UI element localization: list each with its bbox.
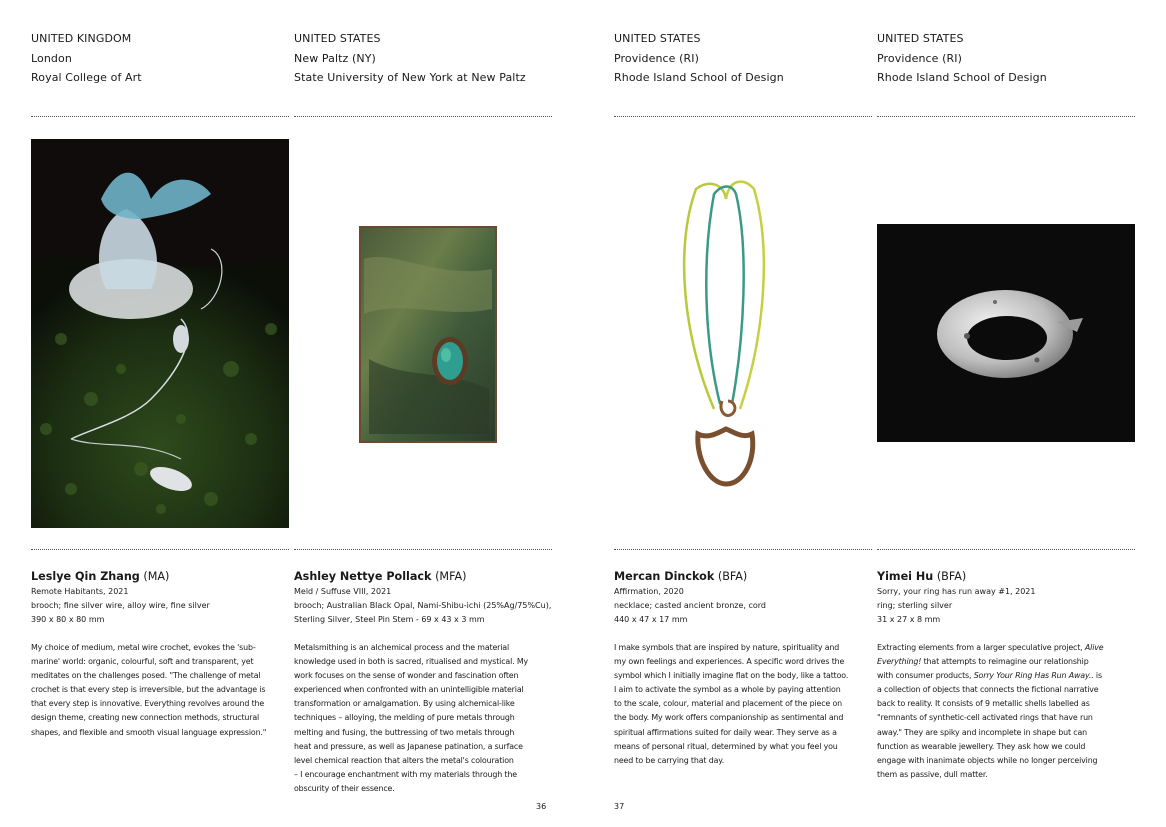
degree: (MA): [143, 570, 170, 583]
statement-line: shapes, and flexible and smooth visual language expression.": [31, 727, 267, 737]
project-title-italic: Everything!: [877, 657, 922, 667]
degree: (BFA): [936, 570, 967, 583]
statement-text: is: [1093, 671, 1102, 681]
location-block: [31, 29, 289, 88]
city: Providence (RI): [614, 51, 700, 65]
artist-name: Mercan Dinckok: [614, 570, 715, 583]
statement-line: my own feelings and experiences. A specific word drives the: [614, 657, 845, 667]
artist-statement: [294, 641, 552, 796]
statement-line: engage with inanimate objects while no longer perceiving: [877, 755, 1098, 765]
statement-line: – I encourage enchantment with my materials through the: [294, 769, 517, 779]
country: UNITED STATES: [877, 32, 964, 45]
artwork-meta: [294, 585, 552, 627]
page-number-left: 36: [536, 802, 547, 811]
statement-text: that attempts to reimagine our relationship: [921, 657, 1089, 667]
statement-line: them as passive, dull matter.: [877, 769, 988, 779]
statement-line: symbol which I initially imagine flat on the body, like a tattoo.: [614, 671, 849, 681]
work-title-italic: Sorry Your Ring Has Run Away..: [973, 671, 1094, 681]
statement-line: "remnants of synthetic-cell activated rings that have run: [877, 713, 1093, 723]
statement-line: Metalsmithing is an alchemical process and the material: [294, 643, 510, 652]
divider: [294, 549, 552, 550]
school: State University of New York at New Paltz: [294, 71, 526, 85]
artwork-materials: brooch; Australian Black Opal, Nami-Shibu-ichi (25%Ag/75%Cu),: [294, 601, 552, 610]
page-number-right: 37: [614, 802, 625, 811]
artwork-meta: [31, 585, 289, 627]
artist-name: Yimei Hu: [877, 570, 934, 583]
divider: [31, 549, 289, 550]
statement-text: Extracting elements from a larger speculative project,: [877, 643, 1085, 652]
divider: [877, 549, 1135, 550]
city: New Paltz (NY): [294, 51, 376, 65]
artist-statement: [31, 641, 289, 740]
statement-line: obscurity of their essence.: [294, 783, 395, 793]
divider: [294, 116, 552, 117]
location-block: [877, 29, 1135, 88]
statement-line: [877, 669, 1135, 683]
location-block: [294, 29, 552, 88]
statement-line: need to be carrying that day.: [614, 755, 725, 765]
statement-line: a collection of objects that connects the fictional narrative: [877, 685, 1099, 695]
statement-line: knowledge used in both is sacred, ritualised and mystical. My: [294, 657, 528, 667]
statement-line: away." They are spiky and incomplete in shape but can: [877, 727, 1087, 737]
degree: (MFA): [435, 570, 467, 583]
statement-line: back to reality. It consists of 9 metallic shells labelled as: [877, 699, 1090, 709]
city: London: [31, 51, 72, 65]
artwork-photo-bronze-necklace: [614, 139, 872, 528]
statement-line: melting and fusing, the buttressing of two metals through: [294, 727, 515, 737]
artist-line: [614, 569, 872, 584]
statement-line: marine' world: organic, colourful, soft and transparent, yet: [31, 657, 254, 667]
statement-line: the body. My work offers companionship as sentimental and: [614, 713, 844, 723]
statement-line: My choice of medium, metal wire crochet, evokes the 'sub-: [31, 643, 256, 652]
statement-line: I make symbols that are inspired by nature, spirituality and: [614, 643, 840, 652]
statement-line: heat and pressure, as well as Japanese patination, a surface: [294, 741, 523, 751]
country: UNITED STATES: [294, 32, 381, 45]
school: Royal College of Art: [31, 71, 142, 85]
artwork-materials: necklace; casted ancient bronze, cord: [614, 601, 767, 610]
artwork-dimensions: Sterling Silver, Steel Pin Stem - 69 x 43 x 3 mm: [294, 615, 485, 624]
artwork-meta: [877, 585, 1135, 627]
statement-line: experienced when confronted with an unintelligible material: [294, 685, 524, 695]
location-block: [614, 29, 872, 88]
statement-line: crochet is that every step is irreversible, but the advantage is: [31, 685, 266, 695]
artwork-meta: [614, 585, 872, 627]
statement-line: [877, 641, 1135, 655]
statement-line: to the scale, colour, material and placement of the piece on: [614, 699, 843, 709]
statement-line: level chemical reaction that alters the metal's colouration: [294, 755, 514, 765]
statement-line: techniques – alloying, the melding of pure metals through: [294, 713, 515, 723]
statement-line: spiritual affirmations suited for daily wear. They serve as a: [614, 727, 837, 737]
entry-mercan-dinckok: [614, 0, 872, 827]
artwork-photo-silver-ring: [877, 224, 1135, 442]
artist-name: Ashley Nettye Pollack: [294, 570, 432, 583]
entry-ashley-nettye-pollack: [294, 0, 552, 827]
divider: [614, 116, 872, 117]
country: UNITED KINGDOM: [31, 32, 132, 45]
artwork-materials: brooch; fine silver wire, alloy wire, fine silver: [31, 601, 210, 610]
divider: [31, 116, 289, 117]
artwork-materials: ring; sterling silver: [877, 601, 953, 610]
artwork-title: Remote Habitants, 2021: [31, 587, 129, 596]
statement-line: work focuses on the sense of wonder and fascination often: [294, 671, 519, 681]
artwork-photo-wire-crochet-brooch: [31, 139, 289, 528]
project-title-italic: Alive: [1084, 643, 1104, 652]
statement-line: I aim to activate the symbol as a whole by paying attention: [614, 685, 841, 695]
city: Providence (RI): [877, 51, 963, 65]
artwork-dimensions: 440 x 47 x 17 mm: [614, 615, 688, 624]
artwork-dimensions: 31 x 27 x 8 mm: [877, 615, 941, 624]
artist-line: [31, 569, 289, 584]
statement-line: means of personal ritual, determined by what you feel you: [614, 741, 838, 751]
statement-line: transformation or amalgamation. By using alchemical-like: [294, 699, 515, 709]
artwork-title: Sorry, your ring has run away #1, 2021: [877, 587, 1036, 596]
statement-line: that every step is innovative. Everything revolves around the: [31, 699, 265, 709]
country: UNITED STATES: [614, 32, 701, 45]
artwork-photo-opal-brooch: [294, 139, 552, 528]
divider: [877, 116, 1135, 117]
statement-line: design theme, creating new connection methods, structural: [31, 713, 260, 723]
artwork-title: Affirmation, 2020: [614, 587, 684, 596]
artist-name: Leslye Qin Zhang: [31, 570, 140, 583]
artwork-title: Meld / Suffuse VIII, 2021: [294, 587, 392, 596]
artist-line: [294, 569, 552, 584]
statement-text: with consumer products,: [877, 671, 974, 681]
entry-leslye-qin-zhang: [31, 0, 289, 827]
statement-line: meditates on the challenges posed. "The challenge of metal: [31, 671, 261, 681]
artist-statement: [877, 641, 1135, 782]
artist-line: [877, 569, 1135, 584]
artwork-dimensions: 390 x 80 x 80 mm: [31, 615, 105, 624]
entry-yimei-hu: [877, 0, 1135, 827]
divider: [614, 549, 872, 550]
school: Rhode Island School of Design: [877, 71, 1047, 85]
degree: (BFA): [717, 570, 748, 583]
school: Rhode Island School of Design: [614, 71, 784, 85]
artist-statement: [614, 641, 872, 768]
statement-line: function as wearable jewellery. They ask how we could: [877, 741, 1086, 751]
statement-line: [877, 655, 1135, 669]
